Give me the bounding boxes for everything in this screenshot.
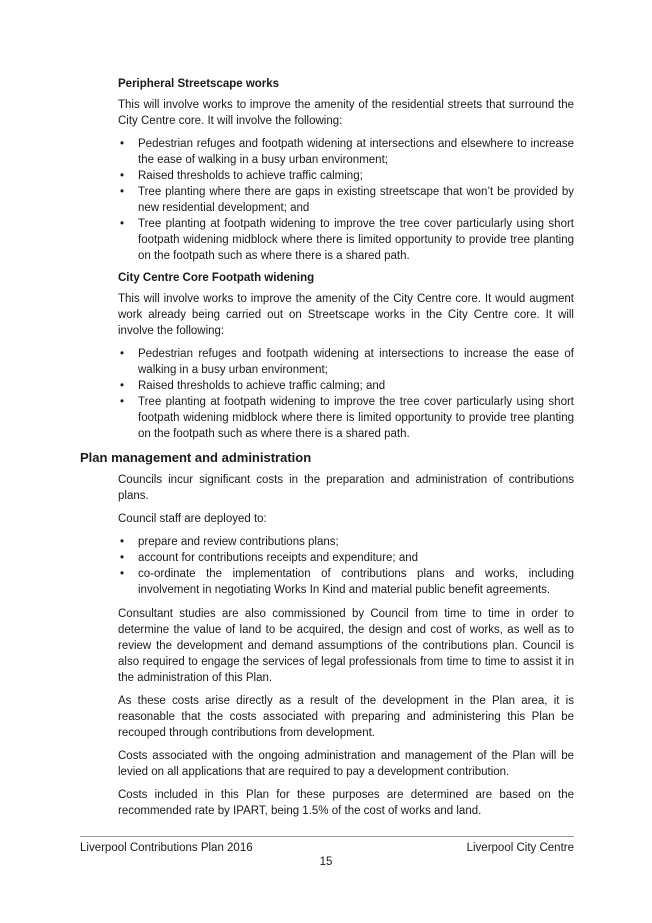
plan-paragraph: Councils incur significant costs in the preparation and administration of contributions plans. <box>118 474 574 502</box>
plan-paragraph: Costs included in this Plan for these purposes are determined are based on the recommended rate by IPART, being 1.5% of the cost of works and land. <box>118 789 574 817</box>
section-heading: Plan management and administration <box>80 450 312 465</box>
list-item <box>118 550 574 566</box>
peripheral-intro: This will involve works to improve the amenity of the residential streets that surround the City Centre core. It will involve the following: <box>118 99 574 127</box>
plan-bullet-list <box>118 534 574 598</box>
bullet-icon: • <box>120 138 125 150</box>
plan-paragraph: Costs associated with the ongoing administration and management of the Plan will be levied on all applications that are required to pay a development contribution. <box>118 750 574 778</box>
footer-divider <box>80 836 574 837</box>
bullet-icon: • <box>120 536 125 548</box>
plan-paragraph: As these costs arise directly as a result of the development in the Plan area, it is reasonable that the costs associated with preparing and administering this Plan be recouped through contributions from development. <box>118 695 574 739</box>
list-item-text: prepare and review contributions plans; <box>138 536 339 548</box>
plan-paragraph: Consultant studies are also commissioned by Council from time to time in order to determine the value of land to be acquired, the design and cost of works, as well as to review the development and demand assumptions of the contributions plan. Council is also required to engage the services of legal professionals from time to time to assist it in the administration of this Plan. <box>118 608 574 684</box>
list-item <box>118 534 574 550</box>
list-item <box>118 136 574 168</box>
footer-document-title: Liverpool Contributions Plan 2016 <box>80 842 253 854</box>
bullet-icon: • <box>120 218 125 230</box>
list-item-text: Pedestrian refuges and footpath widening at intersections and elsewhere to increase the ease of walking in a busy urban environment; <box>138 138 574 166</box>
core-intro: This will involve works to improve the amenity of the City Centre core. It would augment work already being carried out on Streetscape works in the City Centre core. It will involve the following: <box>118 293 574 337</box>
list-item <box>118 394 574 442</box>
page-content <box>80 78 574 826</box>
list-item <box>118 168 574 184</box>
list-item <box>118 566 574 598</box>
bullet-icon: • <box>120 568 125 580</box>
bullet-icon: • <box>120 170 125 182</box>
list-item-text: Pedestrian refuges and footpath widening at intersections to increase the ease of walking in a busy urban environment; <box>138 348 574 376</box>
list-item <box>118 216 574 264</box>
list-item <box>118 346 574 378</box>
footer-section-title: Liverpool City Centre <box>466 842 574 854</box>
peripheral-bullet-list <box>118 136 574 264</box>
list-item-text: Raised thresholds to achieve traffic calming; and <box>138 380 386 392</box>
bullet-icon: • <box>120 380 125 392</box>
list-item <box>118 378 574 394</box>
page-number: 15 <box>319 856 333 868</box>
core-bullet-list <box>118 346 574 442</box>
bullet-icon: • <box>120 348 125 360</box>
list-item-text: Tree planting where there are gaps in existing streetscape that won’t be provided by new residential development; and <box>138 186 574 214</box>
bullet-icon: • <box>120 186 125 198</box>
bullet-icon: • <box>120 396 125 408</box>
list-item-text: Tree planting at footpath widening to improve the tree cover particularly using short footpath widening midblock where there is limited opportunity to provide tree planting on the footpath such as where there is a shared path. <box>138 396 574 440</box>
list-item-text: Tree planting at footpath widening to improve the tree cover particularly using short footpath widening midblock where there is limited opportunity to provide tree planting on the footpath such as where there is a shared path. <box>138 218 574 262</box>
bullet-icon: • <box>120 552 125 564</box>
peripheral-heading: Peripheral Streetscape works <box>118 78 280 90</box>
list-item-text: Raised thresholds to achieve traffic calming; <box>138 170 363 182</box>
list-item-text: co-ordinate the implementation of contributions plans and works, including involvement in negotiating Works In Kind and material public benefit agreements. <box>138 568 574 596</box>
list-item-text: account for contributions receipts and expenditure; and <box>138 552 419 564</box>
list-item <box>118 184 574 216</box>
plan-paragraph: Council staff are deployed to: <box>118 513 267 525</box>
core-heading: City Centre Core Footpath widening <box>118 272 315 284</box>
